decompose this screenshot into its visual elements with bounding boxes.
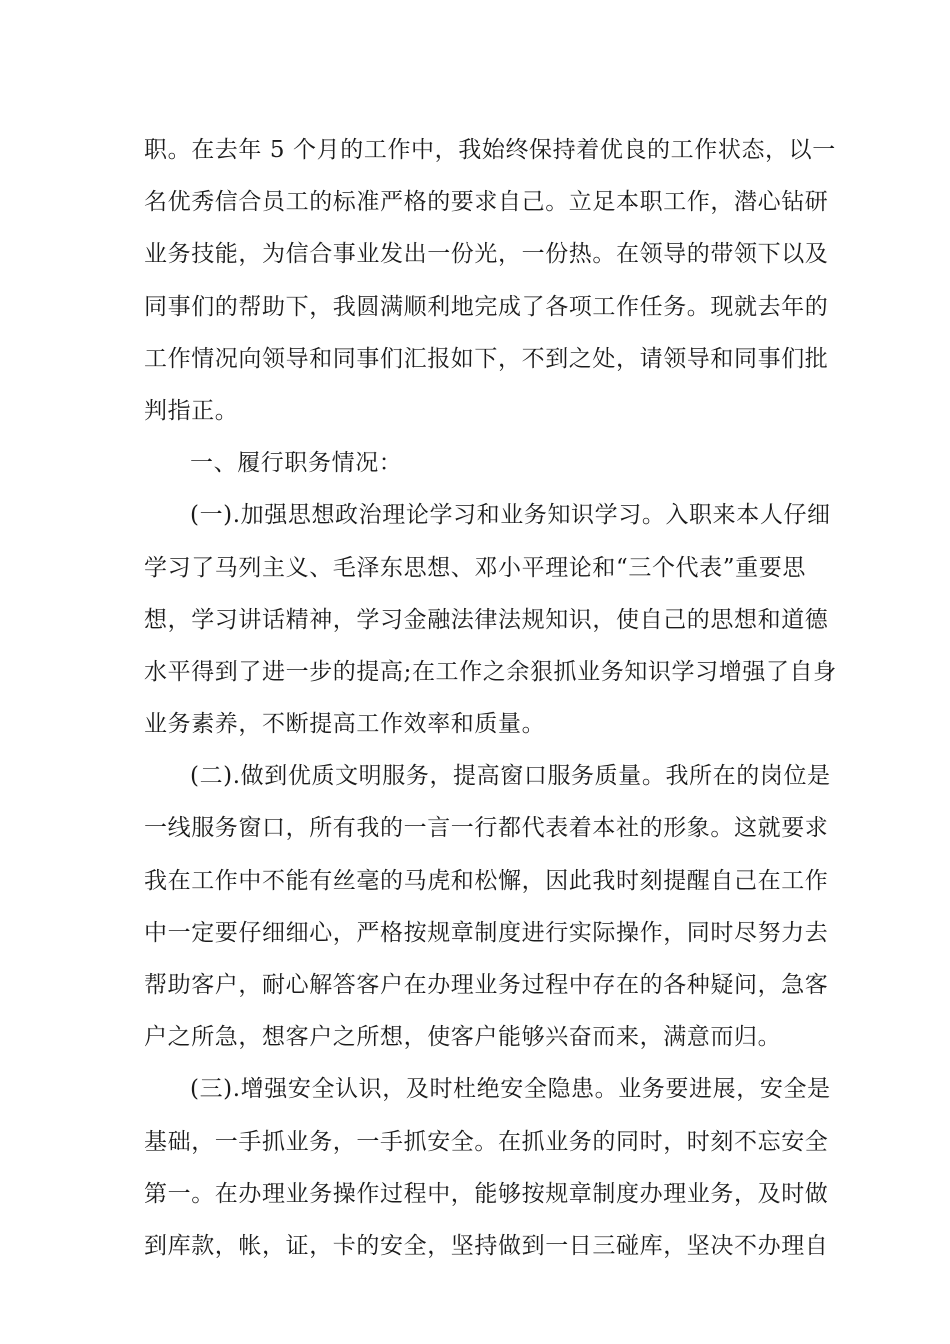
text-line: 第一。在办理业务操作过程中，能够按规章制度办理业务，及时做: [144, 1180, 829, 1207]
text-line: 工作情况向领导和同事们汇报如下，不到之处，请领导和同事们批: [144, 345, 829, 372]
text-line: 同事们的帮助下，我圆满顺利地完成了各项工作任务。现就去年的: [144, 293, 829, 320]
text-line: 业务技能，为信合事业发出一份光，一份热。在领导的带领下以及: [144, 241, 829, 268]
text-line: 中一定要仔细细心，严格按规章制度进行实际操作，同时尽努力去: [144, 919, 829, 946]
text-line: 名优秀信合员工的标准严格的要求自己。立足本职工作，潜心钻研: [144, 189, 829, 216]
text-line: 帮助客户，耐心解答客户在办理业务过程中存在的各种疑问，急客: [144, 972, 829, 998]
document-body: [144, 124, 837, 1272]
text-line: 到库款，帐，证，卡的安全，坚持做到一日三碰库，坚决不办理自: [144, 1232, 829, 1259]
text-line: 业务素养，不断提高工作效率和质量。: [144, 711, 546, 738]
section-heading: 一、履行职务情况：: [190, 450, 403, 477]
text-line: 想，学习讲话精神，学习金融法律法规知识，使自己的思想和道德: [144, 606, 829, 633]
text-line: 职。在去年 5 个月的工作中，我始终保持着优良的工作状态，以一: [144, 137, 836, 163]
text-line: 基础，一手抓业务，一手抓安全。在抓业务的同时，时刻不忘安全: [144, 1128, 829, 1155]
text-line: 判指正。: [144, 397, 239, 424]
text-line: (二).做到优质文明服务，提高窗口服务质量。我所在的岗位是: [190, 763, 831, 790]
text-line: 水平得到了进一步的提高;在工作之余狠抓业务知识学习增强了自身: [144, 658, 837, 685]
text-line: 我在工作中不能有丝毫的马虎和松懈，因此我时刻提醒自己在工作: [144, 867, 829, 894]
text-line: (一).加强思想政治理论学习和业务知识学习。入职来本人仔细: [190, 502, 831, 529]
text-line: 学习了马列主义、毛泽东思想、邓小平理论和“三个代表”重要思: [144, 554, 806, 581]
text-line: 一线服务窗口，所有我的一言一行都代表着本社的形象。这就要求: [144, 815, 829, 842]
text-line: 户之所急，想客户之所想，使客户能够兴奋而来，满意而归。: [144, 1024, 782, 1051]
text-line: (三).增强安全认识，及时杜绝安全隐患。业务要进展，安全是: [190, 1076, 831, 1103]
